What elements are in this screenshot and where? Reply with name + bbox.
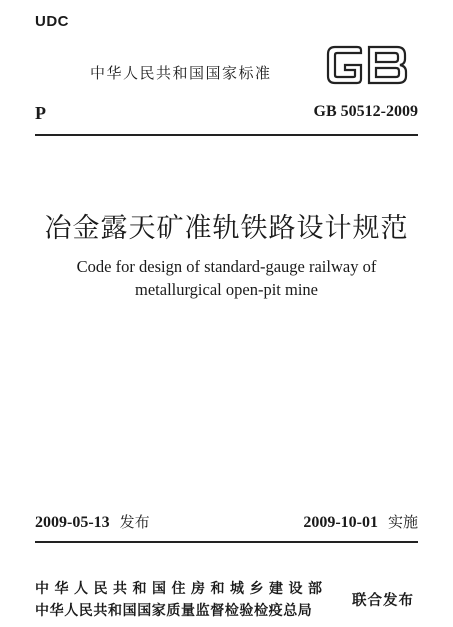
title-english xyxy=(0,255,453,301)
title-english-line1: Code for design of standard-gauge railway of xyxy=(76,257,377,276)
issuer-ministry: 中华人民共和国住房和城乡建设部 xyxy=(35,581,328,597)
title-english-line2: metallurgical open-pit mine xyxy=(135,280,318,299)
bottom-divider xyxy=(35,541,418,543)
udc-label: UDC xyxy=(35,13,69,30)
effective-label: 实施 xyxy=(387,513,418,531)
issue-date: 2009-05-13 xyxy=(35,514,110,531)
category-code: P xyxy=(35,103,46,123)
issue-date-group xyxy=(35,511,150,532)
gb-logo xyxy=(325,45,409,85)
dates-row xyxy=(35,511,418,533)
issue-label: 发布 xyxy=(119,513,150,531)
standard-number: GB 50512-2009 xyxy=(313,103,418,120)
title-chinese: 冶金露天矿准轨铁路设计规范 xyxy=(44,213,409,244)
issuer-aqsiq: 中华人民共和国国家质量监督检验检疫总局 xyxy=(35,603,313,619)
top-divider xyxy=(35,134,418,136)
effective-date: 2009-10-01 xyxy=(303,514,378,531)
effective-date-group xyxy=(303,511,418,532)
joint-issue-label: 联合发布 xyxy=(352,593,414,609)
standard-type: 中华人民共和国国家标准 xyxy=(90,64,272,82)
